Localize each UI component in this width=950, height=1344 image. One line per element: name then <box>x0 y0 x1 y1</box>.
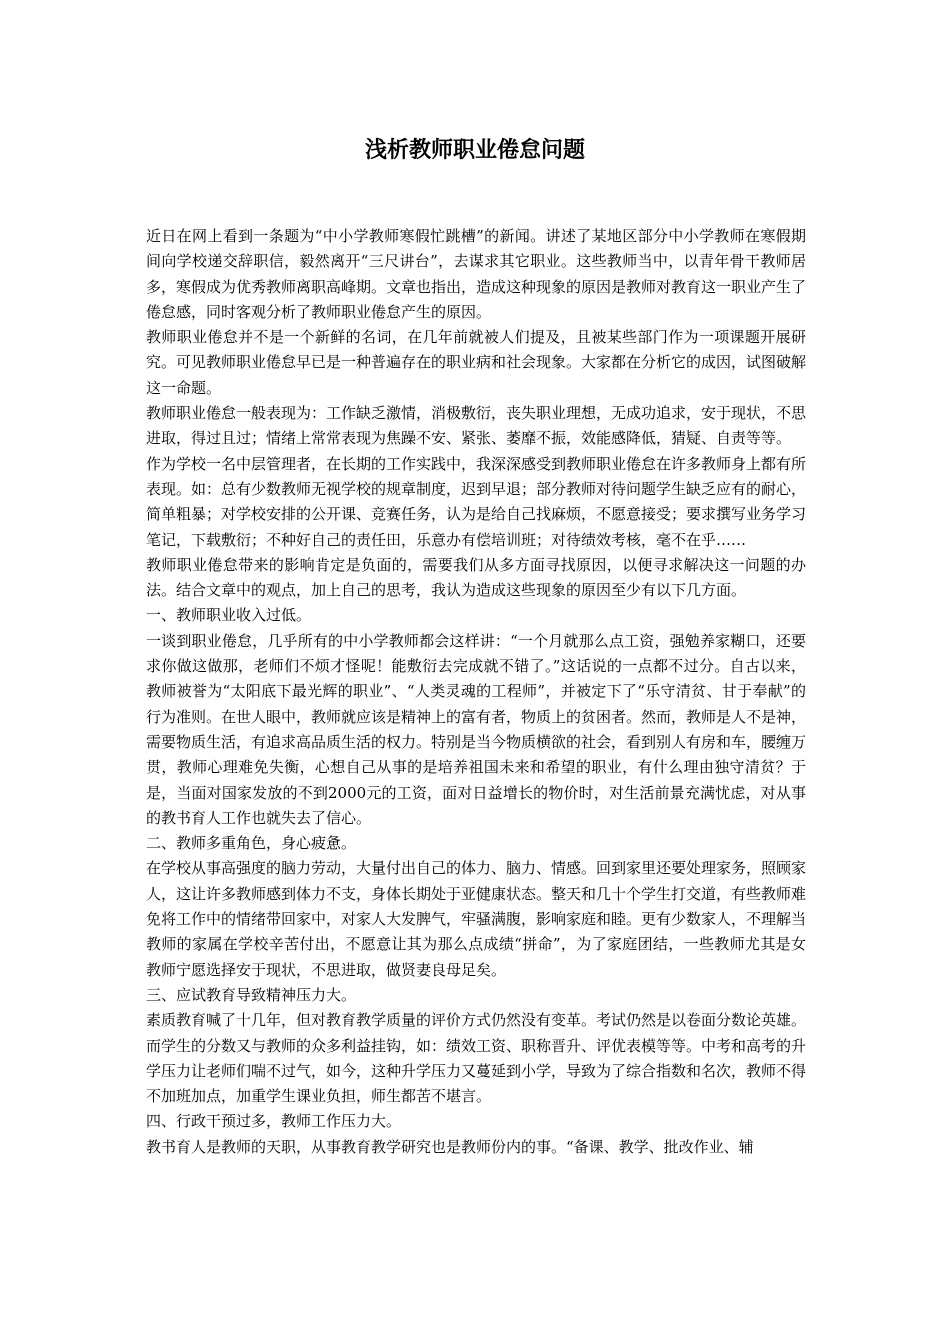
paragraph-6: 一谈到职业倦怠，几乎所有的中小学教师都会这样讲：“一个月就那么点工资，强勉养家糊口，还要求你做这做那，老师们不烦才怪呢！能敷衍去完成就不错了。”这话说的一点都不过分。自古以来，教师被誉为“太阳底下最光辉的职业”、“人类灵魂的工程师”，并被定下了“乐守清贫、甘于奉献”的行为准则。在世人眼中，教师就应该是精神上的富有者，物质上的贫困者。然而，教师是人不是神，需要物质生活，有追求高品质生活的权力。特别是当今物质横欲的社会，看到别人有房和车，腰缠万贯，教师心理难免失衡，心想自己从事的是培养祖国未来和希望的职业，有什么理由独守清贫？于是，当面对国家发放的不到2000元的工资，面对日益增长的物价时，对生活前景充满忧虑，对从事的教书育人工作也就失去了信心。 <box>146 631 807 827</box>
section-heading-4: 四、行政干预过多，教师工作压力大。 <box>146 1112 402 1131</box>
paragraph-4: 作为学校一名中层管理者，在长期的工作实践中，我深深感受到教师职业倦怠在许多教师身上都有所表现。如：总有少数教师无视学校的规章制度，迟到早退；部分教师对待问题学生缺乏应有的耐心，简单粗暴；对学校安排的公开课、竞赛任务，认为是给自己找麻烦，不愿意接受；要求撰写业务学习笔记，下载敷衍；不种好自己的责任田，乐意办有偿培训班；对待绩效考核，毫不在乎…… <box>146 454 807 549</box>
paragraph-1: 近日在网上看到一条题为“中小学教师寒假忙跳槽”的新闻。讲述了某地区部分中小学教师在寒假期间向学校递交辞职信，毅然离开“三尺讲台”，去谋求其它职业。这些教师当中，以青年骨干教师居多，寒假成为优秀教师离职高峰期。文章也指出，造成这种现象的原因是教师对教育这一职业产生了倦怠感，同时客观分析了教师职业倦怠产生的原因。 <box>146 227 807 321</box>
section-heading-3: 三、应试教育导致精神压力大。 <box>146 985 357 1004</box>
document-title: 浅析教师职业倦怠问题 <box>364 137 585 163</box>
paragraph-9: 教书育人是教师的天职，从事教育教学研究也是教师份内的事。“备课、教学、批改作业、辅 <box>146 1137 754 1156</box>
section-heading-2: 二、教师多重角色，身心疲惫。 <box>146 834 357 853</box>
paragraph-8: 素质教育喊了十几年，但对教育教学质量的评价方式仍然没有变革。考试仍然是以卷面分数论英雄。而学生的分数又与教师的众多利益挂钩，如：绩效工资、职称晋升、评优表模等等。中考和高考的升学压力让老师们喘不过气，如今，这种升学压力又蔓延到小学，导致为了综合指数和名次，教师不得不加班加点，加重学生课业负担，师生都苦不堪言。 <box>146 1011 807 1106</box>
paragraph-7: 在学校从事高强度的脑力劳动，大量付出自己的体力、脑力、情感。回到家里还要处理家务，照顾家人，这让许多教师感到体力不支，身体长期处于亚健康状态。整天和几十个学生打交道，有些教师难免将工作中的情绪带回家中，对家人大发脾气，牢骚满腹，影响家庭和睦。更有少数家人，不理解当教师的家属在学校辛苦付出，不愿意让其为那么点成绩“拼命”，为了家庭团结，一些教师尤其是女教师宁愿选择安于现状，不思进取，做贤妻良母足矣。 <box>146 859 807 979</box>
paragraph-3: 教师职业倦怠一般表现为：工作缺乏激情，消极敷衍，丧失职业理想，无成功追求，安于现状，不思进取，得过且过；情绪上常常表现为焦躁不安、紧张、萎靡不振，效能感降低，猜疑、自责等等。 <box>146 404 807 448</box>
document-body <box>146 224 806 1160</box>
paragraph-5: 教师职业倦怠带来的影响肯定是负面的，需要我们从多方面寻找原因，以便寻求解决这一问题的办法。结合文章中的观点，加上自己的思考，我认为造成这些现象的原因至少有以下几方面。 <box>146 555 806 600</box>
paragraph-2: 教师职业倦怠并不是一个新鲜的名词，在几年前就被人们提及，且被某些部门作为一项课题开展研究。可见教师职业倦怠早已是一种普遍存在的职业病和社会现象。大家都在分析它的成因，试图破解这一命题。 <box>146 328 807 397</box>
section-heading-1: 一、教师职业收入过低。 <box>146 606 312 625</box>
